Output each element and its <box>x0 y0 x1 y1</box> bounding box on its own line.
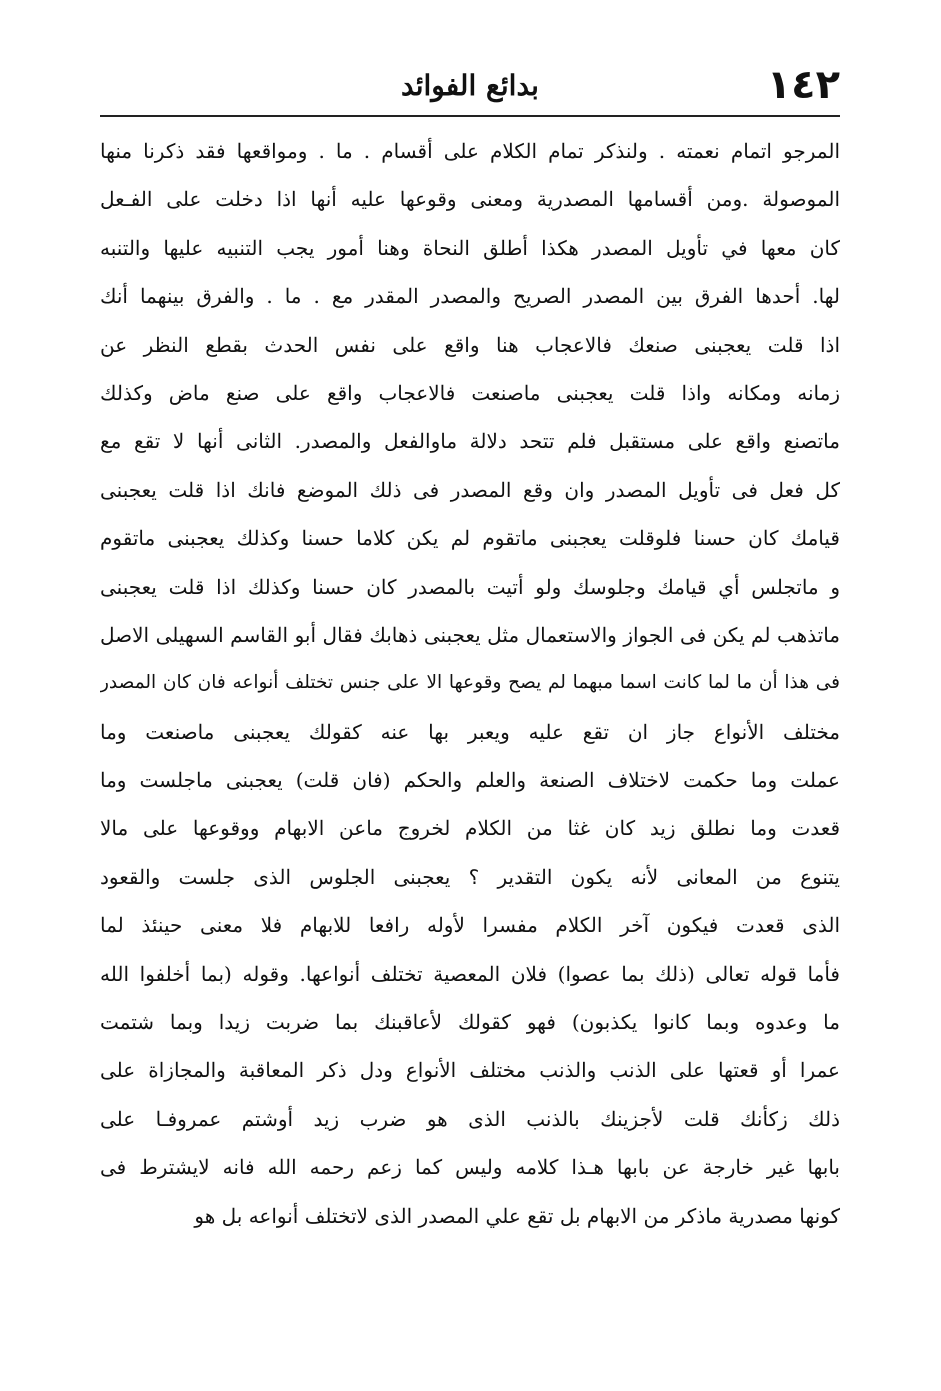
text-line: لها. أحدها الفرق بين المصدر الصريح والمصدر المقدر مع . ما . والفرق بينهما أنك <box>100 284 840 309</box>
text-line: كان معها في تأويل المصدر هكذا أطلق النحاة وهنا أمور يجب التنبيه عليها والتنبه <box>100 235 840 260</box>
text-line: الموصولة .ومن أقسامها المصدرية ومعنى وقوعها عليه أنها اذا دخلت على الفـعل <box>100 187 840 212</box>
text-line: ما وعدوه وبما كانوا يكذبون) فهو كقولك لأعاقبنك بما ضربت زيدا وبما شتمت <box>100 1010 840 1035</box>
text-line: ماتذهب لم يكن فى الجواز والاستعمال مثل يعجبنى ذهابك فقال أبو القاسم السهيلى الاصل <box>100 622 840 647</box>
text-line: قعدت وما نطلق زيد كان غثا من الكلام لخروج ماعن الابهام ووقوعها على مالا <box>100 816 840 841</box>
text-line: عمرا أو قعتها على الذنب والذنب مختلف الأنواع ودل ذكر المعاقبة والمجازاة على <box>100 1058 840 1083</box>
text-line: المرجو اتمام نعمته . ولنذكر تمام الكلام على أقسام . ما . ومواقعها فقد ذكرنا منها <box>100 139 840 163</box>
running-title: بدائع الفوائد <box>401 69 539 102</box>
text-line: و ماتجلس أي قيامك وجلوسك ولو أتيت بالمصدر كان حسنا وكذلك اذا قلت يعجبنى <box>100 574 840 599</box>
text-line: قيامك كان حسنا فلوقلت يعجبنى ماتقوم لم يكن كلاما حسنا وكذلك يعجبنى ماتقوم <box>100 526 840 551</box>
page-number: ١٤٢ <box>766 62 840 108</box>
text-line: ذلك زكأنك قلت لأجزينك بالذنب الذى هو ضرب زيد أوشتم عمروفـا على <box>100 1106 840 1131</box>
text-line: يتنوع من المعانى لأنه يكون التقدير ؟ يعجبنى الجلوس الذى جلست والقعود <box>100 864 840 889</box>
text-line: زمانه ومكانه واذا قلت يعجبنى ماصنعت فالاعجاب واقع على صنع ماض وكذلك <box>100 380 840 405</box>
text-line: كل فعل فى تأويل المصدر وان وقع المصدر فى ذلك الموضع فانك اذا قلت يعجبنى <box>100 477 840 502</box>
header-divider <box>100 115 840 117</box>
page-header <box>100 60 840 110</box>
text-line: مختلف الأنواع جاز ان تقع عليه ويعبر بها عنه كقولك يعجبنى ماصنعت وما <box>100 719 840 744</box>
text-line: عملت وما حكمت لاختلاف الصنعة والعلم والحكم (فان قلت) يعجبنى ماجلست وما <box>100 768 840 793</box>
text-line: الذى قعدت فيكون آخر الكلام مفسرا لأوله رافعا للابهام فلا معنى حينئذ لما <box>100 913 840 938</box>
text-line: كونها مصدرية ماذكر من الابهام بل تقع علي المصدر الذى لاتختلف أنواعه بل هو <box>194 1203 840 1228</box>
text-line: بابها غير خارجة عن بابها هـذا كلامه وليس كما زعم رحمه الله فانه لايشترط فى <box>100 1155 840 1180</box>
body-text <box>100 127 840 1240</box>
text-line: اذا قلت يعجبنى صنعك فالاعجاب هنا واقع على نفس الحدث بقطع النظر عن <box>100 332 840 357</box>
text-line: ماتصنع واقع على مستقبل فلم تتحد دلالة ماوالفعل والمصدر. الثانى أنها لا تقع مع <box>100 429 840 454</box>
text-line: فى هذا أن ما لما كانت اسما مبهما لم يصح وقوعها الا على جنس تختلف أنواعه فان كان المصدر <box>100 672 840 694</box>
text-line: فأما قوله تعالى (ذلك بما عصوا) فلان المعصية تختلف أنواعها. وقوله (بما أخلفوا الله <box>100 961 840 986</box>
